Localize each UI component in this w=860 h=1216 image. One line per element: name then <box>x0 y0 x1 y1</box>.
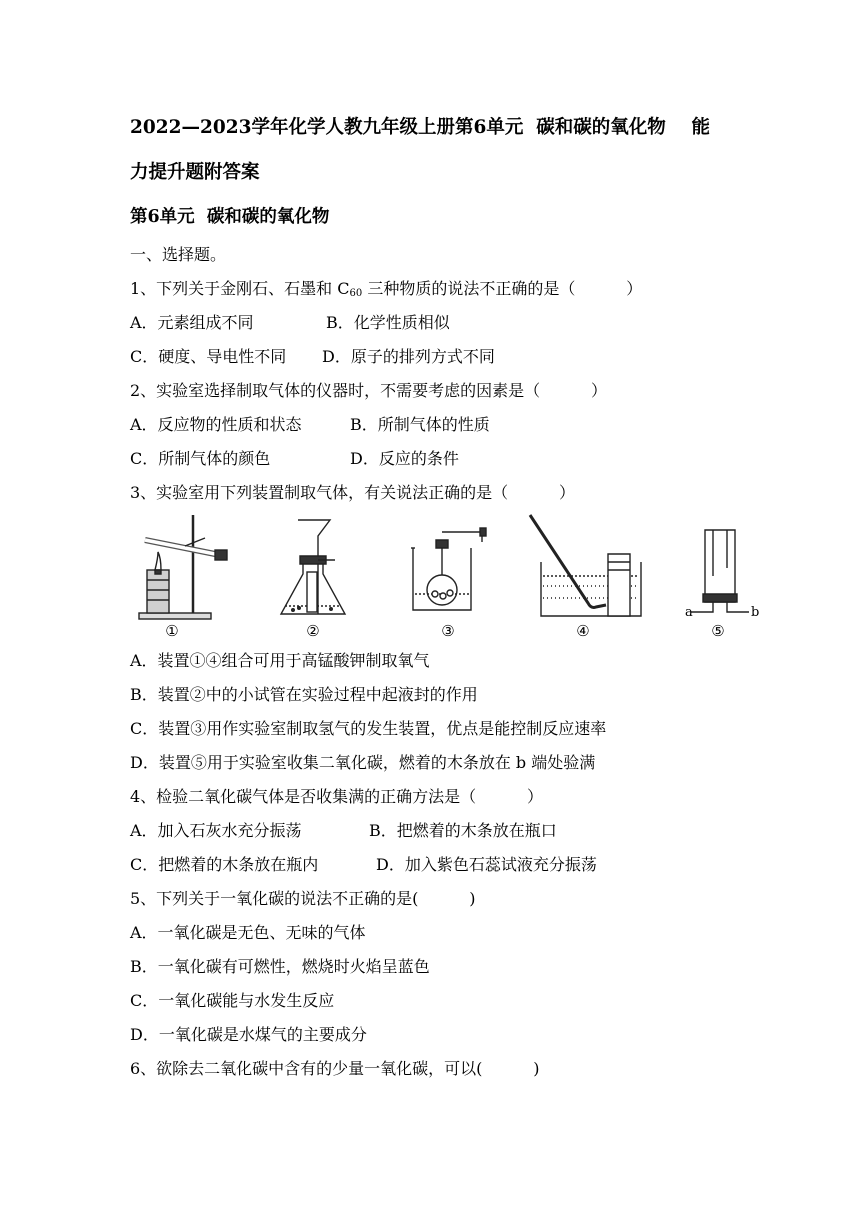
q1-option-b: B．化学性质相似 <box>326 313 450 332</box>
q4-option-c: C．把燃着的木条放在瓶内 <box>130 855 319 874</box>
q2-option-a: A．反应物的性质和状态 <box>130 415 302 434</box>
unit-heading: 第6单元 碳和碳的氧化物 <box>130 207 330 227</box>
question-6-stem: 6、欲除去二氧化碳中含有的少量一氧化碳，可以( ) <box>130 1059 540 1078</box>
q3-option-b: B．装置②中的小试管在实验过程中起液封的作用 <box>130 685 478 704</box>
port-a-label: a <box>685 605 693 620</box>
question-3-stem: 3、实验室用下列装置制取气体，有关说法正确的是（ ） <box>130 483 576 502</box>
q2-option-b: B．所制气体的性质 <box>350 415 490 434</box>
q1-stem-pre: 1、下列关于金刚石、石墨和 C <box>130 279 350 298</box>
q5-option-a: A．一氧化碳是无色、无味的气体 <box>130 923 366 942</box>
doc-title-line1: 2022—2023学年化学人教九年级上册第6单元 碳和碳的氧化物 能 <box>130 117 710 138</box>
apparatus-5-bottle <box>691 530 749 612</box>
port-b-label: b <box>751 605 760 620</box>
q2-option-c: C．所制气体的颜色 <box>130 449 271 468</box>
q1-stem-sub: 60 <box>349 288 363 299</box>
apparatus-4-trough <box>530 515 641 616</box>
q4-option-b: B．把燃着的木条放在瓶口 <box>369 821 557 840</box>
q4-option-d: D．加入紫色石蕊试液充分振荡 <box>376 855 597 874</box>
question-5-stem: 5、下列关于一氧化碳的说法不正确的是( ) <box>130 889 476 908</box>
q3-option-c: C．装置③用作实验室制取氢气的发生装置，优点是能控制反应速率 <box>130 719 607 738</box>
doc-title-line2: 力提升题附答案 <box>130 162 260 183</box>
q3-option-d: D．装置⑤用于实验室收集二氧化碳，燃着的木条放在 b 端处验满 <box>130 753 596 772</box>
apparatus-figure <box>125 510 765 644</box>
apparatus-3-kipp <box>411 528 486 610</box>
q1-option-d: D．原子的排列方式不同 <box>322 347 495 366</box>
q1-option-a: A．元素组成不同 <box>130 313 254 332</box>
q1-stem-post: 三种物质的说法不正确的是（ ） <box>362 279 643 298</box>
q5-option-b: B．一氧化碳有可燃性，燃烧时火焰呈蓝色 <box>130 957 430 976</box>
apparatus-label-3: ③ <box>441 622 455 640</box>
question-2-stem: 2、实验室选择制取气体的仪器时，不需要考虑的因素是（ ） <box>130 381 608 400</box>
question-1-stem <box>130 279 642 304</box>
q5-option-d: D．一氧化碳是水煤气的主要成分 <box>130 1025 367 1044</box>
apparatus-2-flask <box>281 520 345 614</box>
q1-option-c: C．硬度、导电性不同 <box>130 347 287 366</box>
q5-option-c: C．一氧化碳能与水发生反应 <box>130 991 335 1010</box>
section-heading: 一、选择题。 <box>130 245 227 264</box>
apparatus-1-heating <box>139 515 227 619</box>
q2-option-d: D．反应的条件 <box>350 449 459 468</box>
q4-option-a: A．加入石灰水充分振荡 <box>130 821 302 840</box>
q3-option-a: A．装置①④组合可用于高锰酸钾制取氧气 <box>130 651 430 670</box>
apparatus-label-5: ⑤ <box>711 622 725 640</box>
apparatus-label-2: ② <box>306 622 320 640</box>
apparatus-label-4: ④ <box>576 622 590 640</box>
question-4-stem: 4、检验二氧化碳气体是否收集满的正确方法是（ ） <box>130 787 544 806</box>
apparatus-label-1: ① <box>165 622 179 640</box>
